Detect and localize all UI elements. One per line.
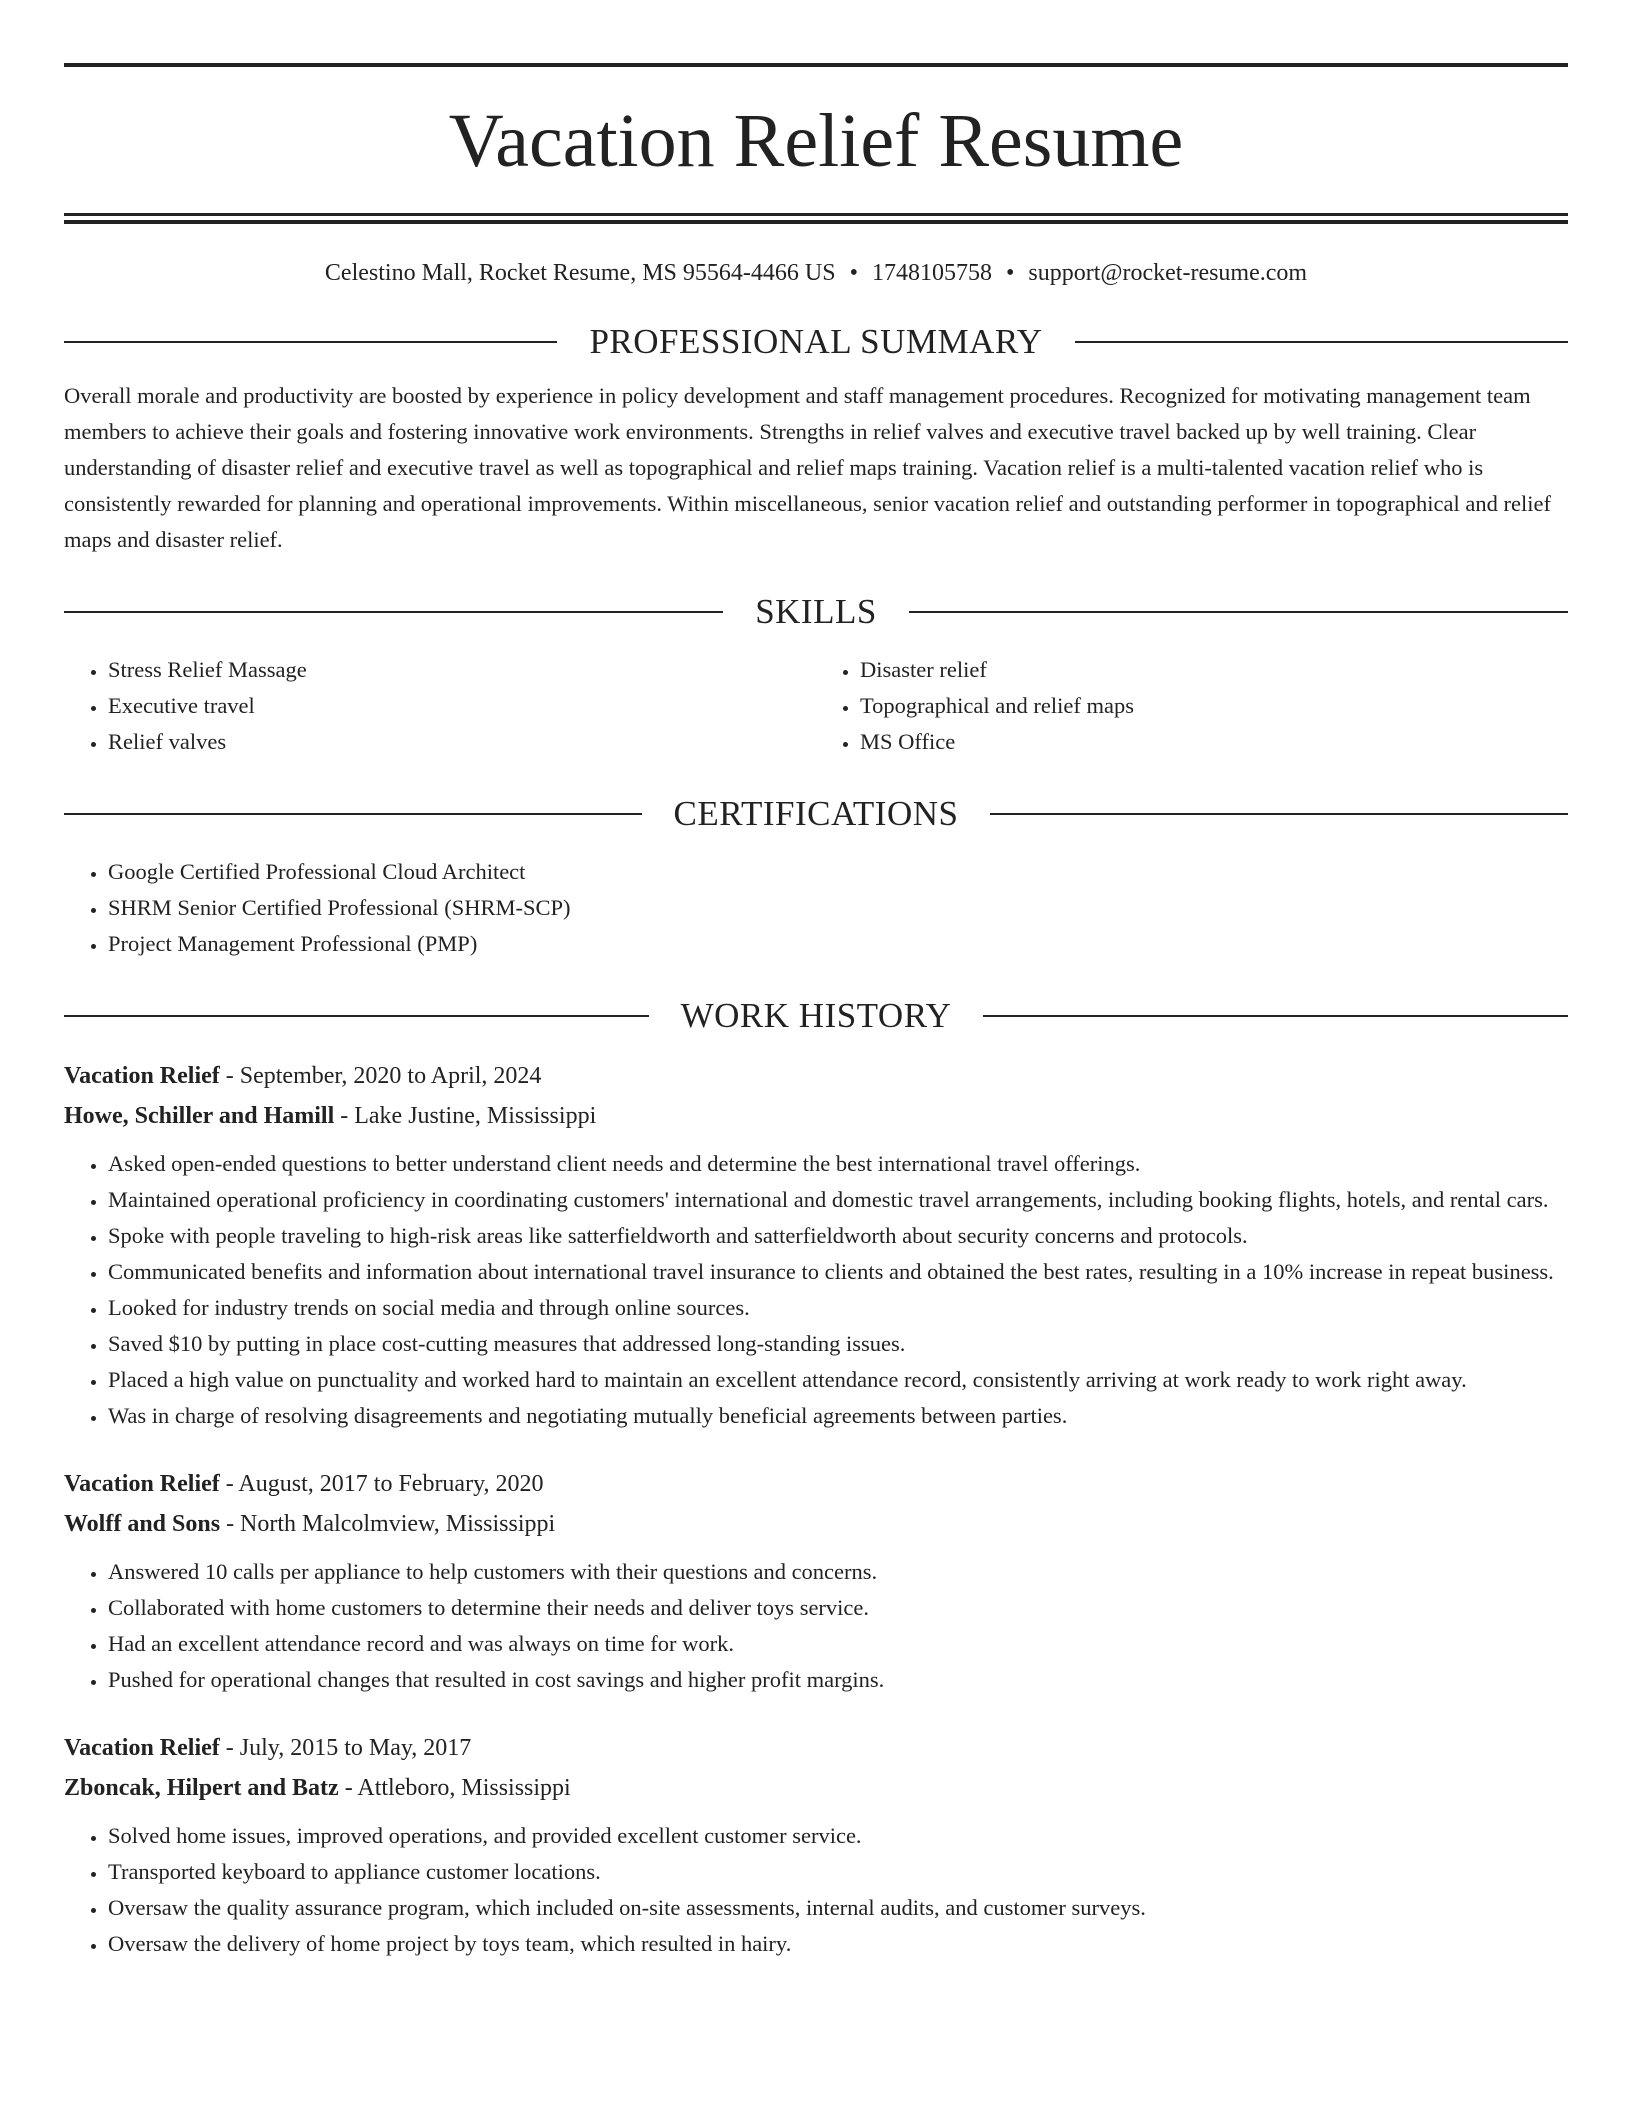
section-title: WORK HISTORY (680, 995, 952, 1035)
contact-separator: • (849, 260, 858, 286)
skills-column-right (816, 652, 1568, 760)
job-location: - North Malcolmview, Mississippi (220, 1510, 556, 1537)
skill-item: • Topographical and relief maps (860, 688, 1568, 724)
section-title: CERTIFICATIONS (673, 793, 959, 833)
section-title: PROFESSIONAL SUMMARY (589, 321, 1043, 361)
certification-item: • SHRM Senior Certified Professional (SHRM-SCP) (108, 890, 1568, 926)
skills-list (64, 652, 1568, 760)
job-title-line (64, 1728, 1568, 1768)
job-title: Vacation Relief (64, 1470, 220, 1497)
job-bullet: • Spoke with people traveling to high-risk areas like satterfieldworth and satterfieldworth about security concerns and protocols. (108, 1218, 1568, 1254)
job-company: Zboncak, Hilpert and Batz (64, 1774, 339, 1801)
skill-item: • Relief valves (108, 724, 816, 760)
skill-item: • MS Office (860, 724, 1568, 760)
skill-item: • Stress Relief Massage (108, 652, 816, 688)
contact-separator: • (1005, 260, 1015, 286)
summary-paragraph: Overall morale and productivity are boosted by experience in policy development and staff management procedures. Recognized for motivating management team members to achieve their goals and fostering innovative work environments. Strengths in relief valves and executive travel backed up by well training. Clear understanding of disaster relief and executive travel as well as topographical and relief maps training. Vacation relief is a multi-talented vacation relief who is consistently rewarded for planning and operational improvements. Within miscellaneous, senior vacation relief and outstanding performer in topographical and relief maps and disaster relief. (64, 382, 1551, 552)
job-bullet: • Transported keyboard to appliance customer locations. (108, 1854, 1568, 1890)
job-dates: - September, 2020 to April, 2024 (219, 1062, 542, 1089)
contact-phone: 1748105758 (871, 260, 992, 286)
job-bullet: • Communicated benefits and information about international travel insurance to clients and obtained the best rates, resulting in a 10% increase in repeat business. (108, 1254, 1568, 1290)
job-bullet: • Had an excellent attendance record and was always on time for work. (108, 1626, 1568, 1662)
job-bullets (64, 1146, 1568, 1434)
job-company: Wolff and Sons (64, 1510, 221, 1537)
heading-rule (909, 611, 1568, 613)
contact-address: Celestino Mall, Rocket Resume, MS 95564-4466 US (324, 260, 836, 286)
job-bullets (64, 1554, 1568, 1698)
page-title: Vacation Relief Resume (448, 99, 1184, 183)
certifications-list (64, 854, 1568, 962)
job-company-line (64, 1096, 1568, 1136)
skill-item: • Executive travel (108, 688, 816, 724)
job-company-line (64, 1768, 1568, 1808)
heading-rule (64, 341, 557, 343)
top-divider (64, 63, 1568, 67)
job-bullet: • Pushed for operational changes that resulted in cost savings and higher profit margins. (108, 1662, 1568, 1698)
job-entry (64, 1728, 1568, 1962)
contact-line (64, 259, 1568, 288)
job-dates: - July, 2015 to May, 2017 (219, 1734, 472, 1761)
job-title-line (64, 1464, 1568, 1504)
job-bullet: • Looked for industry trends on social media and through online sources. (108, 1290, 1568, 1326)
job-bullet: • Solved home issues, improved operations, and provided excellent customer service. (108, 1818, 1568, 1854)
section-heading-certifications (64, 794, 1568, 834)
job-dates: - August, 2017 to February, 2020 (219, 1470, 544, 1497)
heading-rule (64, 611, 723, 613)
job-bullet: • Maintained operational proficiency in coordinating customers' international and domestic travel arrangements, including booking flights, hotels, and rental cars. (108, 1182, 1568, 1218)
job-bullet: • Collaborated with home customers to determine their needs and deliver toys service. (108, 1590, 1568, 1626)
job-bullet: • Saved $10 by putting in place cost-cutting measures that addressed long-standing issues. (108, 1326, 1568, 1362)
certification-item: • Project Management Professional (PMP) (108, 926, 1568, 962)
job-bullets (64, 1818, 1568, 1962)
job-entry (64, 1056, 1568, 1434)
job-entry (64, 1464, 1568, 1698)
job-bullet: • Oversaw the delivery of home project by toys team, which resulted in hairy. (108, 1926, 1568, 1962)
heading-rule (983, 1015, 1568, 1017)
section-title: SKILLS (755, 591, 877, 631)
job-location: - Attleboro, Mississippi (338, 1774, 571, 1801)
heading-rule (64, 813, 642, 815)
job-company-line (64, 1504, 1568, 1544)
job-title: Vacation Relief (64, 1734, 220, 1761)
job-bullet: • Answered 10 calls per appliance to help customers with their questions and concerns. (108, 1554, 1568, 1590)
skills-column-left (64, 652, 816, 760)
heading-rule (1075, 341, 1568, 343)
resume-page (64, 0, 1568, 1962)
heading-rule (990, 813, 1568, 815)
job-bullet: • Oversaw the quality assurance program, which included on-site assessments, internal audits, and customer surveys. (108, 1890, 1568, 1926)
certification-item: • Google Certified Professional Cloud Architect (108, 854, 1568, 890)
job-bullet: • Was in charge of resolving disagreements and negotiating mutually beneficial agreements between parties. (108, 1398, 1568, 1434)
title-divider (64, 213, 1568, 224)
contact-email: support@rocket-resume.com (1028, 260, 1308, 286)
job-title-line (64, 1056, 1568, 1096)
job-bullet: • Asked open-ended questions to better understand client needs and determine the best international travel offerings. (108, 1146, 1568, 1182)
job-company: Howe, Schiller and Hamill (64, 1102, 335, 1129)
job-bullet: • Placed a high value on punctuality and worked hard to maintain an excellent attendance record, consistently arriving at work ready to work right away. (108, 1362, 1568, 1398)
section-heading-summary (64, 322, 1568, 362)
job-location: - Lake Justine, Mississippi (334, 1102, 597, 1129)
heading-rule (64, 1015, 649, 1017)
section-heading-work-history (64, 996, 1568, 1036)
skill-item: • Disaster relief (860, 652, 1568, 688)
section-heading-skills (64, 592, 1568, 632)
job-title: Vacation Relief (64, 1062, 220, 1089)
